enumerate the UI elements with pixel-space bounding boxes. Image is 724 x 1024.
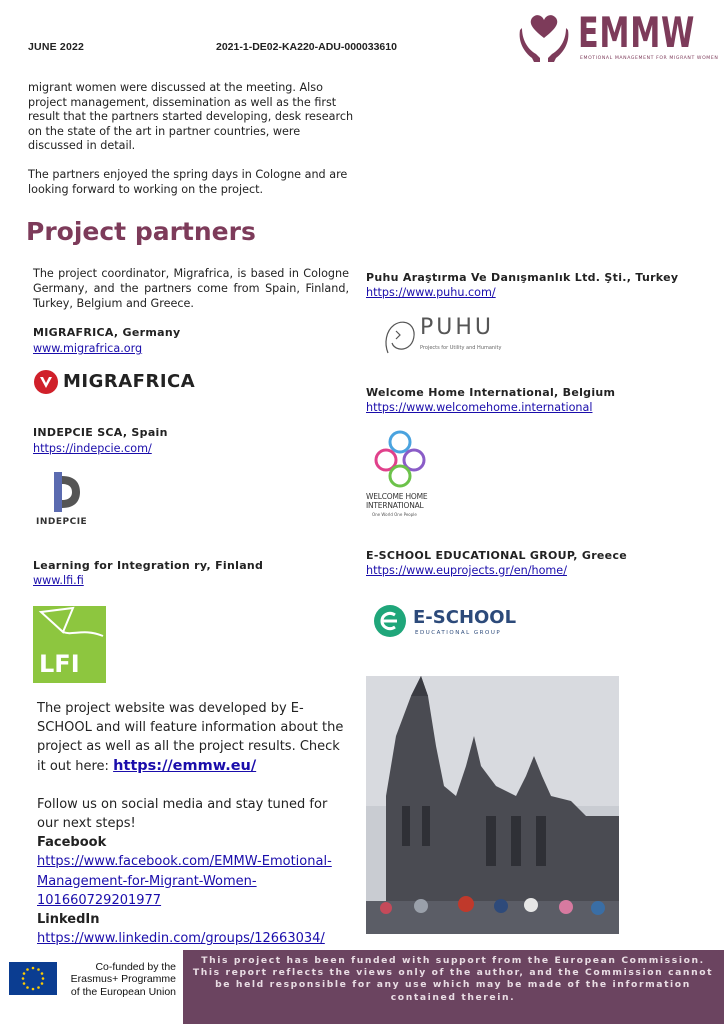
logo-tagline: EMOTIONAL MANAGEMENT FOR MIGRANT WOMEN — [580, 56, 719, 61]
puhu-face-icon — [382, 313, 418, 357]
cologne-cathedral-photo — [366, 676, 619, 934]
welcomehome-logo-sub: One World One People — [372, 512, 417, 517]
linkedin-link[interactable]: https://www.linkedin.com/groups/12663034/ — [37, 931, 325, 947]
partner-name-lfi: Learning for Integration ry, Finland — [33, 559, 264, 572]
eschool-emblem-icon — [373, 604, 407, 638]
issue-date: JUNE 2022 — [28, 41, 85, 53]
follow-text: Follow us on social media and stay tuned for our next steps! — [37, 796, 328, 832]
welcomehome-logo — [364, 428, 454, 522]
partner-url-puhu[interactable]: https://www.puhu.com/ — [366, 286, 496, 299]
partner-url-indepcie[interactable]: https://indepcie.com/ — [33, 442, 152, 455]
puhu-logo-text: PUHU — [420, 315, 495, 340]
welcomehome-logo-text: WELCOME HOME INTERNATIONAL — [366, 492, 428, 510]
intro-text — [28, 81, 358, 211]
indepcie-logo — [36, 470, 96, 530]
website-section — [37, 699, 347, 948]
website-text: The project website was developed by E-SCHOOL and will feature information about the project as well as all the project results. Check it out here: — [37, 701, 344, 774]
partner-name-puhu: Puhu Araştırma Ve Danışmanlık Ltd. Şti., Turkey — [366, 271, 679, 284]
puhu-logo-sub: Projects for Utility and Humanity — [420, 345, 502, 351]
lfi-kite-icon — [33, 606, 106, 646]
eschool-logo-text: E-SCHOOL — [413, 607, 517, 628]
project-code: 2021-1-DE02-KA220-ADU-000033610 — [216, 41, 397, 53]
eschool-logo-sub: EDUCATIONAL GROUP — [415, 630, 502, 636]
intro-paragraph-1: migrant women were discussed at the meeting. Also project management, dissemination as well as the first result that the partners started developing, desk research on the state of the art in partner countries, were discussed in detail. — [28, 81, 354, 153]
facebook-label: Facebook — [37, 835, 107, 851]
partner-name-welcomehome: Welcome Home International, Belgium — [366, 386, 616, 399]
partner-name-indepcie: INDEPCIE SCA, Spain — [33, 426, 168, 439]
website-link[interactable]: https://emmw.eu/ — [113, 757, 257, 774]
eu-cofunded-text: Co-funded by the Erasmus+ Programme of the European Union — [70, 961, 176, 998]
disclaimer-text: This project has been funded with support from the European Commission. This report reflects the views only of the author, and the Commission cannot be held responsible for any use which may be made of the information contained therein. — [192, 955, 714, 1003]
puhu-logo — [382, 313, 527, 359]
partner-url-welcomehome[interactable]: https://www.welcomehome.international — [366, 401, 593, 414]
partner-name-migrafrica: MIGRAFRICA, Germany — [33, 326, 181, 339]
facebook-link[interactable]: https://www.facebook.com/EMMW-Emotional-Management-for-Migrant-Women-101660729201977 — [37, 854, 332, 908]
migrafrica-logo-text: MIGRAFRICA — [63, 371, 196, 392]
eschool-logo — [373, 604, 523, 640]
linkedin-label: LinkedIn — [37, 912, 100, 928]
indepcie-logo-text: INDEPCIE — [36, 517, 88, 527]
emmw-logo — [516, 6, 719, 68]
indepcie-emblem-icon — [46, 470, 86, 514]
partner-url-migrafrica[interactable]: www.migrafrica.org — [33, 342, 143, 355]
partner-name-eschool: E-SCHOOL EDUCATIONAL GROUP, Greece — [366, 549, 628, 562]
migrafrica-logo — [33, 369, 196, 395]
coordinator-text: The project coordinator, Migrafrica, is based in Cologne Germany, and the partners come from Spain, Finland, Turkey, Belgium and Greece. — [33, 267, 349, 310]
section-title: Project partners — [26, 217, 256, 246]
heart-hands-icon — [516, 8, 572, 64]
intro-paragraph-2: The partners enjoyed the spring days in Cologne and are looking forward to working on the project. — [28, 167, 348, 196]
partner-url-eschool[interactable]: https://www.euprojects.gr/en/home/ — [366, 564, 567, 577]
welcomehome-circles-icon — [370, 428, 440, 490]
lfi-logo — [33, 606, 106, 683]
eu-flag-icon — [9, 962, 57, 995]
lfi-logo-text: LFI — [39, 650, 80, 678]
migrafrica-emblem-icon — [33, 369, 59, 395]
logo-text: EMMW — [578, 8, 696, 57]
partner-url-lfi[interactable]: www.lfi.fi — [33, 574, 84, 587]
